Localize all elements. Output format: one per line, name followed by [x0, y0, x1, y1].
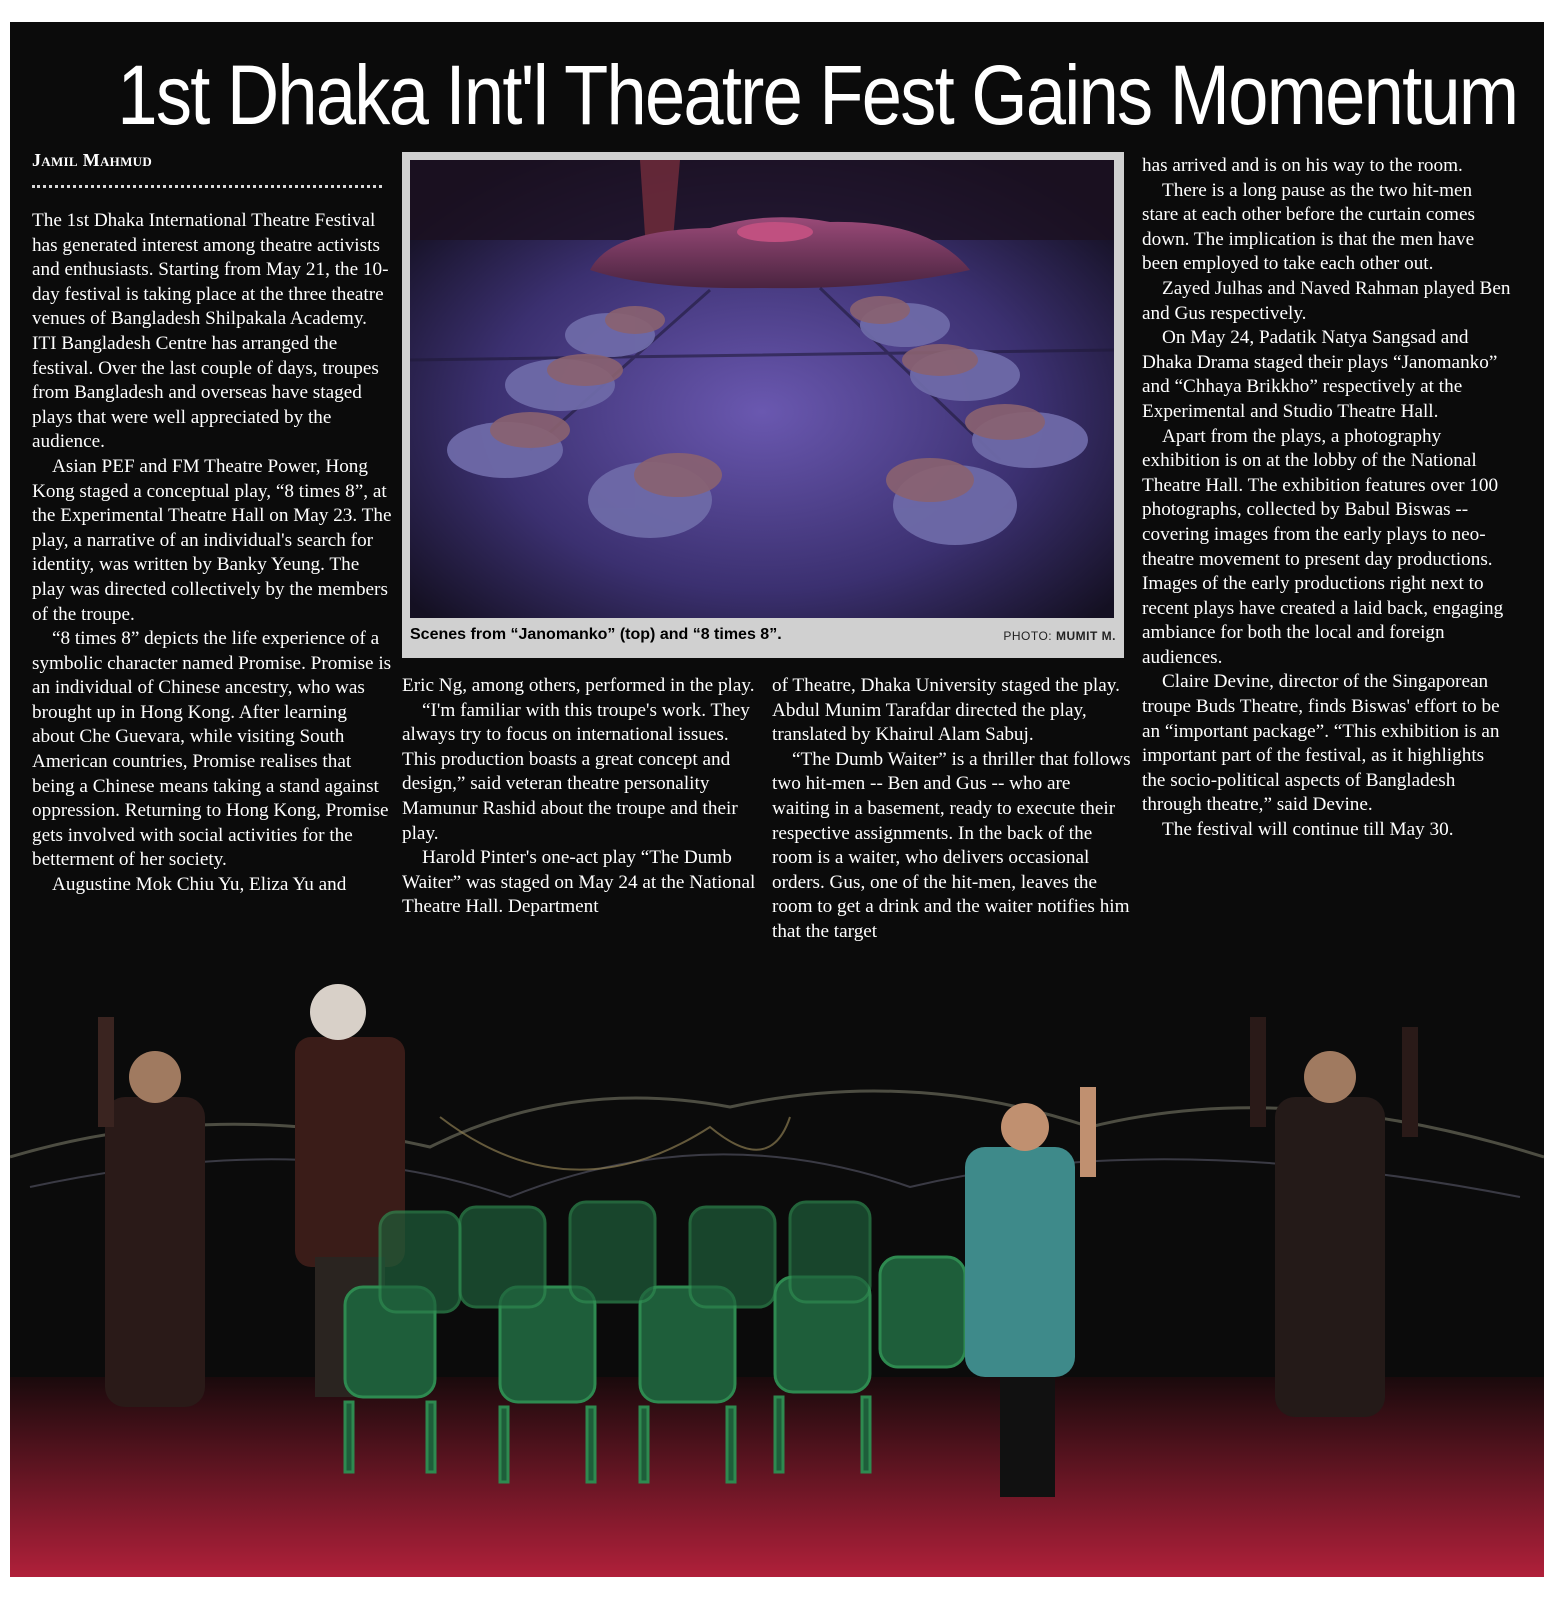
paragraph: Claire Devine, director of the Singaporean troupe Buds Theatre, finds Biswas' effort to be an “important package”. “This exhibition is an important part of the festival, as it highlights the socio-political aspects of Bangladesh through theatre,” said Devine. [1142, 671, 1500, 816]
photo-credit [1003, 629, 1116, 643]
paragraph: The 1st Dhaka International Theatre Festival has generated interest among theatre activists and enthusiasts. Starting from May 21, the 10-day festival is taking place at the three theatre venues of Bangladesh Shilpakala Academy. ITI Bangladesh Centre has arranged the festival. Over the last couple of days, troupes from Bangladesh and overseas have staged plays that were well appreciated by the audience. [32, 210, 389, 453]
byline-divider [32, 185, 382, 188]
paragraph: “8 times 8” depicts the life experience of a symbolic character named Promise. Promise is an individual of Chinese ancestry, who was brought up in Hong Kong. After learning about Che Guevara, while visiting South American countries, Promise realises that being a Chinese means taking a stand against oppression. Returning to Hong Kong, Promise gets involved with social activities for the betterment of her society. [32, 628, 392, 871]
byline: Jamil Mahmud [32, 150, 153, 170]
headline: 1st Dhaka Int'l Theatre Fest Gains Momentum [117, 48, 1518, 142]
article-column-2 [402, 674, 762, 920]
photo-8-times-8 [10, 957, 1544, 1577]
paragraph: Harold Pinter's one-act play “The Dumb Waiter” was staged on May 24 at the National Theatre Hall. Department [402, 847, 756, 918]
stage-performance-illustration [10, 957, 1544, 1577]
photo-janomanko [410, 160, 1114, 618]
article-column-3 [772, 674, 1132, 945]
photo-credit-name: MUMIT M. [1056, 629, 1116, 643]
paragraph: The festival will continue till May 30. [1162, 819, 1454, 841]
paragraph: Eric Ng, among others, performed in the play. [402, 675, 755, 696]
paragraph: There is a long pause as the two hit-men stare at each other before the curtain comes down. The implication is that the men have been employed to take each other out. [1142, 179, 1475, 275]
stage-scene-illustration [410, 160, 1114, 618]
article-column-1 [32, 209, 392, 898]
photo-janomanko-frame [402, 152, 1124, 658]
paragraph: Asian PEF and FM Theatre Power, Hong Kong staged a conceptual play, “8 times 8”, at the Experimental Theatre Hall on May 23. The play, a narrative of an individual's search for identity, was written by Banky Yeung. The play was directed collectively by the members of the troupe. [32, 455, 392, 625]
paragraph: On May 24, Padatik Natya Sangsad and Dhaka Drama staged their plays “Janomanko” and “Chhaya Brikkho” respectively at the Experimental and Studio Theatre Hall. [1142, 327, 1498, 422]
article-column-4 [1142, 154, 1512, 843]
paragraph: Apart from the plays, a photography exhibition is on at the lobby of the National Theatre Hall. The exhibition features over 100 photographs, collected by Babul Biswas -- covering images from the early plays to neo-theatre movement to present day productions. Images of the early productions right next to recent plays have created a laid back, engaging ambiance for both the local and foreign audiences. [1142, 425, 1504, 668]
paragraph: “The Dumb Waiter” is a thriller that follows two hit-men -- Ben and Gus -- who are waiting in a basement, ready to execute their respective assignments. In the back of the room is a waiter, who delivers occasional orders. Gus, one of the hit-men, leaves the room to get a drink and the waiter notifies him that the target [772, 748, 1131, 942]
newspaper-page [10, 22, 1544, 1577]
paragraph: Augustine Mok Chiu Yu, Eliza Yu and [52, 874, 347, 896]
paragraph: has arrived and is on his way to the room. [1142, 155, 1463, 176]
paragraph: Zayed Julhas and Naved Rahman played Ben and Gus respectively. [1142, 277, 1511, 324]
photo-credit-label: PHOTO: [1003, 629, 1053, 643]
photo-caption: Scenes from “Janomanko” (top) and “8 times 8”. [410, 626, 782, 643]
paragraph: of Theatre, Dhaka University staged the play. Abdul Munim Tarafdar directed the play, translated by Khairul Alam Sabuj. [772, 675, 1120, 746]
paragraph: “I'm familiar with this troupe's work. They always try to focus on international issues. This production boasts a great concept and design,” said veteran theatre personality Mamunur Rashid about the troupe and their play. [402, 699, 750, 844]
